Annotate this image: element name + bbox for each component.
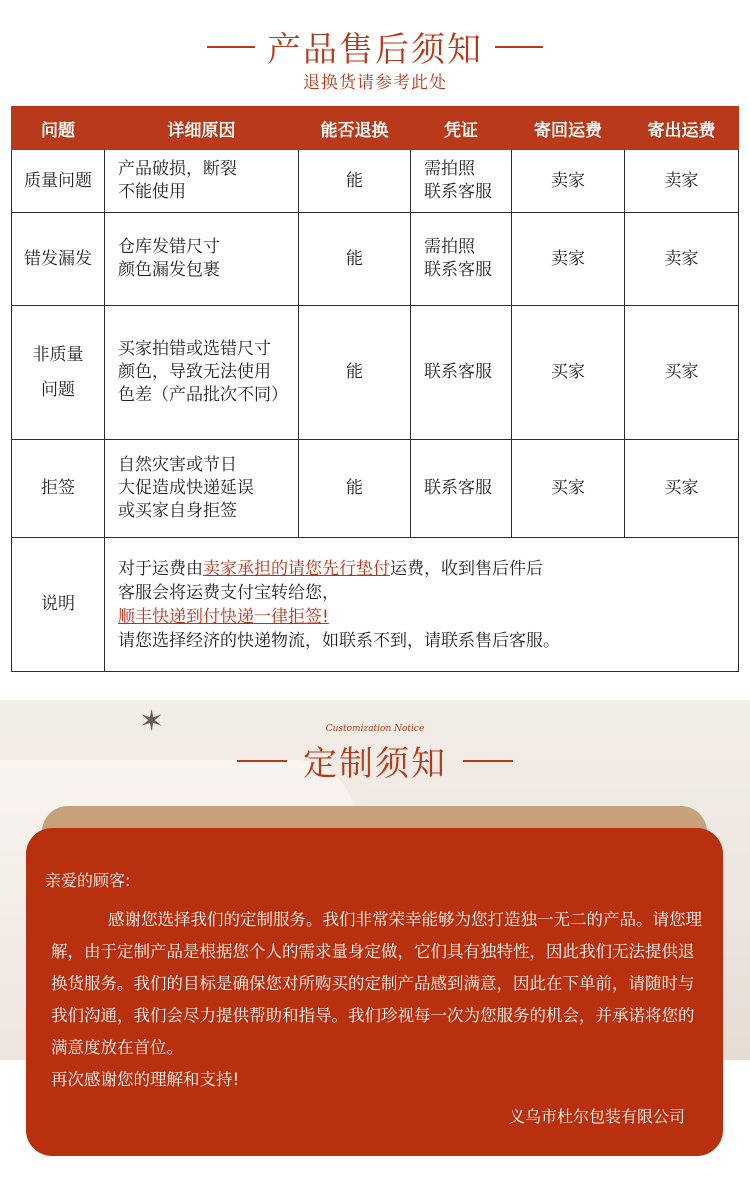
proof-cell: 联系客服: [411, 306, 512, 440]
returnable-cell: 能: [299, 150, 411, 213]
return-fee-cell: 买家: [512, 440, 625, 538]
note-warning: 顺丰快递到付快递一律拒签!: [118, 606, 329, 627]
custom-title: [0, 736, 750, 785]
star-icon: ✶: [139, 704, 165, 739]
custom-en-title: Customization Notice: [325, 724, 425, 734]
custom-title-text: 定制须知: [303, 744, 447, 784]
title-divider-right: [463, 760, 513, 762]
note-label: 说明: [12, 538, 105, 672]
issue-cell: 质量问题: [12, 150, 105, 213]
notice-body: [51, 904, 710, 1096]
header-issue: 问题: [12, 107, 105, 150]
header-proof: 凭证: [411, 107, 512, 150]
header-ship-fee: 寄出运费: [625, 107, 739, 150]
header-return-fee: 寄回运费: [512, 107, 625, 150]
title-divider-left: [207, 46, 255, 48]
notice-card: [26, 828, 723, 1156]
note-text: 对于运费由卖家承担的请您先行垫付运费，收到售后件后 客服会将运费支付宝转给您， 顺丰快递到付快递一律拒签! 请您选择经济的快递物流，如联系不到，请联系售后客服。: [105, 538, 739, 672]
reason-cell: 买家拍错或选错尺寸 颜色，导致无法使用 色差（产品批次不同）: [105, 306, 299, 440]
return-fee-cell: 卖家: [512, 213, 625, 306]
notice-thanks: 再次感谢您的理解和支持!: [51, 1070, 240, 1089]
proof-cell: 需拍照 联系客服: [411, 150, 512, 213]
ship-fee-cell: 买家: [625, 440, 739, 538]
table-row-note: [12, 538, 739, 672]
table-row: [12, 150, 739, 213]
ship-fee-cell: 买家: [625, 306, 739, 440]
return-fee-cell: 卖家: [512, 150, 625, 213]
table-row: [12, 306, 739, 440]
issue-cell: 非质量 问题: [12, 306, 105, 440]
aftersale-subtitle: 退换货请参考此处: [303, 73, 447, 93]
table-row: [12, 440, 739, 538]
company-signature: 义乌市杜尔包装有限公司: [508, 1107, 685, 1126]
proof-cell: 需拍照 联系客服: [411, 213, 512, 306]
ship-fee-cell: 卖家: [625, 150, 739, 213]
issue-cell: 错发漏发: [12, 213, 105, 306]
notice-paragraph: 感谢您选择我们的定制服务。我们非常荣幸能够为您打造独一无二的产品。请您理解，由于定制产品是根据您个人的需求量身定做，它们具有独特性，因此我们无法提供退换货服务。我们的目标是确保您对所购买的定制产品感到满意，因此在下单前，请随时与我们沟通，我们会尽力提供帮助和指导。我们珍视每一次为您服务的机会，并承诺将您的满意度放在首位。: [51, 910, 702, 1057]
reason-cell: 自然灾害或节日 大促造成快递延误 或买家自身拒签: [105, 440, 299, 538]
table-header-row: [12, 107, 739, 150]
returnable-cell: 能: [299, 306, 411, 440]
table-row: [12, 213, 739, 306]
ship-fee-cell: 卖家: [625, 213, 739, 306]
aftersale-table: [11, 106, 739, 672]
returnable-cell: 能: [299, 440, 411, 538]
greeting: 亲爱的顾客:: [45, 871, 131, 890]
reason-cell: 仓库发错尺寸 颜色漏发包裹: [105, 213, 299, 306]
reason-cell: 产品破损，断裂 不能使用: [105, 150, 299, 213]
proof-cell: 联系客服: [411, 440, 512, 538]
aftersale-title: [0, 22, 750, 71]
header-returnable: 能否退换: [299, 107, 411, 150]
note-emphasis: 卖家承担的请您先行垫付: [203, 558, 390, 579]
aftersale-title-text: 产品售后须知: [267, 30, 483, 70]
title-divider-right: [495, 46, 543, 48]
title-divider-left: [237, 760, 287, 762]
return-fee-cell: 买家: [512, 306, 625, 440]
header-reason: 详细原因: [105, 107, 299, 150]
issue-cell: 拒签: [12, 440, 105, 538]
returnable-cell: 能: [299, 213, 411, 306]
